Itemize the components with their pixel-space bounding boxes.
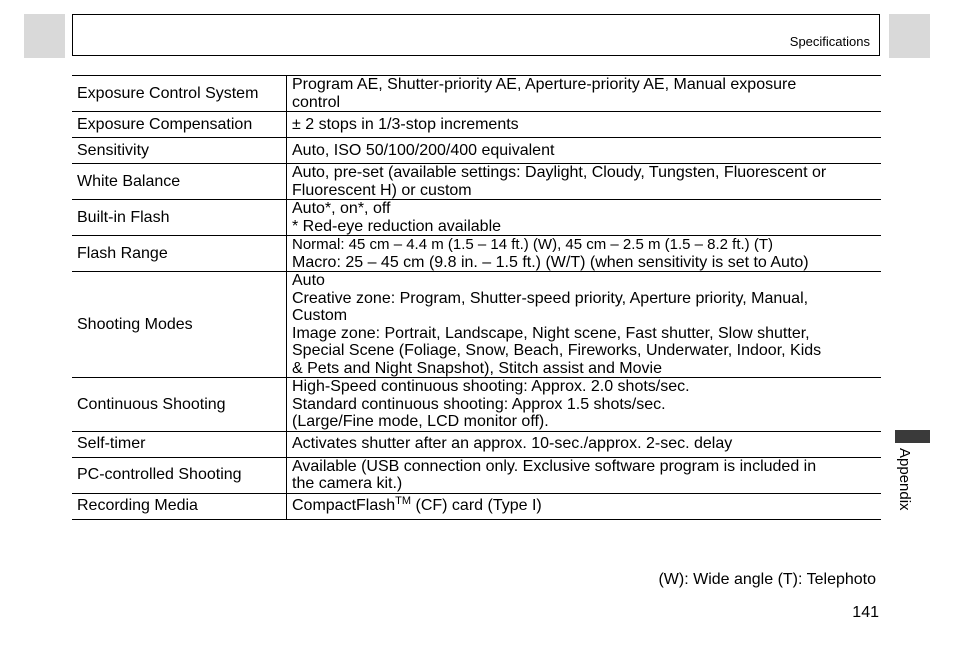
spec-value (287, 76, 882, 112)
spec-value (287, 112, 882, 138)
spec-value-line: Special Scene (Foliage, Snow, Beach, Fireworks, Underwater, Indoor, Kids (292, 342, 822, 359)
spec-value-line: * Red-eye reduction available (292, 217, 502, 235)
spec-label: Exposure Control System (72, 76, 287, 112)
spec-value (287, 200, 882, 236)
table-row (72, 76, 881, 112)
section-tab-marker (895, 430, 930, 443)
spec-value-line: control (292, 93, 341, 111)
spec-value-line: Custom (292, 307, 348, 324)
table-row (72, 236, 881, 272)
spec-label: Sensitivity (72, 138, 287, 164)
table-row (72, 200, 881, 236)
spec-value (287, 272, 882, 378)
table-row (72, 272, 881, 378)
section-title: Specifications (789, 34, 870, 49)
spec-value-line: Auto (292, 272, 325, 289)
spec-value-line: Standard continuous shooting: Approx 1.5 shots/sec. (292, 395, 666, 413)
table-row (72, 493, 881, 519)
spec-value-line: Macro: 25 – 45 cm (9.8 in. – 1.5 ft.) (W/T) (when sensitivity is set to Auto) (292, 253, 809, 271)
spec-value-line: High-Speed continuous shooting: Approx. 2.0 shots/sec. (292, 378, 690, 395)
table-row (72, 112, 881, 138)
corner-block-left (24, 14, 65, 58)
spec-label: Recording Media (72, 493, 287, 519)
spec-value (287, 431, 882, 457)
spec-value (287, 457, 882, 493)
spec-value-line: (Large/Fine mode, LCD monitor off). (292, 413, 549, 430)
spec-value (287, 493, 882, 519)
spec-value-line: Normal: 45 cm – 4.4 m (1.5 – 14 ft.) (W), 45 cm – 2.5 m (1.5 – 8.2 ft.) (T) (292, 236, 773, 253)
table-row (72, 378, 881, 432)
spec-label: Self-timer (72, 431, 287, 457)
spec-value-line: Fluorescent H) or custom (292, 181, 472, 199)
media-type: (CF) card (Type I) (411, 497, 542, 515)
table-row (72, 138, 881, 164)
page-header (72, 14, 880, 56)
spec-value-line: ± 2 stops in 1/3-stop increments (292, 115, 519, 133)
spec-value (287, 378, 882, 432)
spec-value (287, 138, 882, 164)
media-name: CompactFlash (292, 497, 396, 515)
spec-value (287, 164, 882, 200)
spec-label: Built-in Flash (72, 200, 287, 236)
spec-value-line: Program AE, Shutter-priority AE, Aperture-priority AE, Manual exposure (292, 76, 797, 93)
spec-value-line: Activates shutter after an approx. 10-sec./approx. 2-sec. delay (292, 435, 733, 453)
spec-value-line: Auto*, on*, off (292, 200, 391, 217)
spec-value-line: the camera kit.) (292, 475, 403, 492)
table-row (72, 431, 881, 457)
spec-value-line: Auto, pre-set (available settings: Daylight, Cloudy, Tungsten, Fluorescent or (292, 164, 827, 181)
spec-value-line: Available (USB connection only. Exclusive software program is included in (292, 457, 817, 475)
spec-value-line: Image zone: Portrait, Landscape, Night scene, Fast shutter, Slow shutter, (292, 324, 810, 342)
spec-value-line: Auto, ISO 50/100/200/400 equivalent (292, 141, 555, 159)
footnote: (W): Wide angle (T): Telephoto (658, 571, 876, 588)
corner-block-right (889, 14, 930, 58)
table-row (72, 457, 881, 493)
page-number: 141 (852, 604, 879, 621)
spec-value-line: & Pets and Night Snapshot), Stitch assist and Movie (292, 359, 662, 377)
table-row (72, 164, 881, 200)
spec-label: White Balance (72, 164, 287, 200)
spec-value (287, 236, 882, 272)
spec-value-line (292, 497, 877, 515)
specifications-table (72, 75, 881, 520)
side-tab-label: Appendix (896, 448, 913, 511)
spec-label: Shooting Modes (72, 272, 287, 378)
spec-label: Continuous Shooting (72, 378, 287, 432)
spec-value-line: Creative zone: Program, Shutter-speed priority, Aperture priority, Manual, (292, 289, 809, 307)
spec-label: Exposure Compensation (72, 112, 287, 138)
spec-label: Flash Range (72, 236, 287, 272)
trademark-mark: TM (395, 495, 412, 508)
spec-label: PC-controlled Shooting (72, 457, 287, 493)
